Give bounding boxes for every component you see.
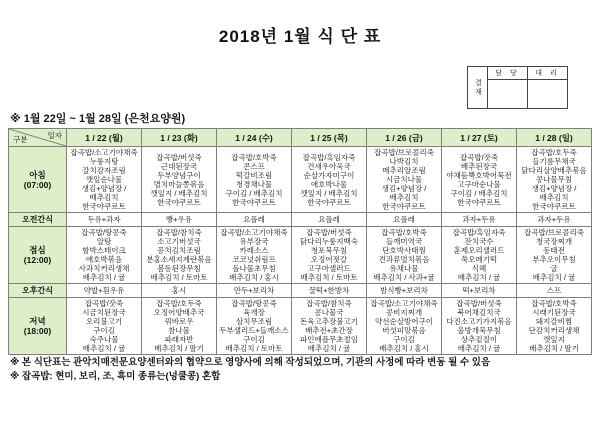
menu-item: 두부양념구이 xyxy=(157,170,201,180)
menu-item: 잔치국수 xyxy=(464,237,494,246)
menu-cell xyxy=(442,147,517,213)
menu-item: 돈육고추장불고기 xyxy=(300,317,358,326)
date-header: 1 / 23 (화) xyxy=(142,129,217,147)
snack-cell: 과자+두유 xyxy=(442,213,517,227)
menu-item: 시래기된장국 xyxy=(532,308,576,317)
approval-col-damdang: 담 당 xyxy=(488,67,528,80)
menu-item: 잡곡밥/땅콩죽 xyxy=(231,299,277,308)
menu-item: 파래자반 xyxy=(164,335,194,344)
menu-item: 배추김치 / 토마토 xyxy=(300,273,358,282)
menu-item: 잡곡밥/호두죽 xyxy=(531,148,577,157)
menu-item: 잡곡밥/흑임자죽 xyxy=(302,152,356,162)
menu-item: 쑥오메기떡 xyxy=(460,255,498,264)
date-header: 1 / 25 (목) xyxy=(292,129,367,147)
menu-item: 배추김치 / 홍시 xyxy=(229,273,279,282)
menu-item: 구이김 / 배추김치 xyxy=(225,188,283,198)
menu-item: 잡곡밥/호박죽 xyxy=(231,152,277,162)
menu-item: 배추김치 xyxy=(89,193,119,202)
row-아침 xyxy=(9,147,592,213)
menu-item: 잡곡밥/땅콩죽 xyxy=(81,228,127,237)
menu-item: 잡곡밥/참치죽 xyxy=(306,299,352,308)
snack-cell: 빵+우유 xyxy=(142,213,217,227)
menu-item: 구이김 xyxy=(93,326,115,335)
snack-cell: 밤식빵+보리차 xyxy=(367,284,442,298)
menu-item: 한국야쿠르트 xyxy=(532,202,576,211)
row-오후간식 xyxy=(9,284,592,298)
menu-item: 참나물 xyxy=(168,326,190,335)
row-점심 xyxy=(9,227,592,284)
menu-item: 알탕 xyxy=(96,237,112,246)
menu-cell xyxy=(67,227,142,284)
corner-label-category: 구분 xyxy=(13,135,28,144)
menu-item: 구이김 xyxy=(393,335,415,344)
menu-item: 근대된장국 xyxy=(160,161,198,171)
menu-item: 배추된장국 xyxy=(460,161,498,171)
row-label-text: 오후간식 xyxy=(22,285,53,295)
page-title: 2018년 1월 식 단 표 xyxy=(218,27,382,46)
menu-item: 멸치마늘쫑볶음 xyxy=(153,179,205,189)
menu-item: 봄동된장무침 xyxy=(157,264,201,273)
menu-item: 콘스프 xyxy=(243,161,265,171)
approval-label: 결재 xyxy=(468,67,488,109)
menu-item: 함박스테이크 xyxy=(82,246,126,255)
menu-item: 사과치커리생채 xyxy=(78,264,130,273)
row-label-cell xyxy=(9,298,67,355)
row-label-text: 오전간식 xyxy=(22,214,53,224)
menu-item: 오징어젓갈 xyxy=(310,255,348,264)
menu-table xyxy=(8,128,592,355)
approval-sign-cell xyxy=(528,80,568,109)
footnotes xyxy=(10,356,490,384)
menu-item: 콩나물국 xyxy=(314,308,344,317)
snack-cell: 홍시 xyxy=(142,284,217,298)
menu-item: 한국야쿠르트 xyxy=(82,202,126,211)
menu-item: 배추김치 / 귤 xyxy=(307,344,351,353)
menu-item: 유부장국 xyxy=(239,237,269,246)
menu-item: 단호박사태찜 xyxy=(382,246,426,255)
menu-item: 한국야쿠르트 xyxy=(232,197,276,207)
date-header: 1 / 27 (토) xyxy=(442,129,517,147)
menu-item: 부추오이무침 xyxy=(532,255,576,264)
menu-item: 애호박볶음 xyxy=(85,255,123,264)
menu-item: 북어채김치국 xyxy=(457,308,501,317)
menu-item: 깻잎순나물 xyxy=(85,175,123,184)
menu-item: 야채듬뿍호박어묵전 xyxy=(446,170,512,180)
snack-cell: 요플레 xyxy=(367,213,442,227)
row-label-text: 아침 xyxy=(29,169,46,180)
menu-item: 잡곡밥/잣죽 xyxy=(459,152,499,162)
corner-label-date: 일자 xyxy=(47,131,62,140)
menu-item: 배추김치 / 사과+귤 xyxy=(373,273,435,282)
menu-item: 잡곡밥/흑임자죽 xyxy=(452,228,506,237)
menu-item: 닭다리누룽지백숙 xyxy=(300,237,358,246)
menu-cell xyxy=(517,227,592,284)
menu-item: 건새우아욱국 xyxy=(307,161,351,171)
approval-box xyxy=(467,66,568,109)
menu-item: 들기름무채국 xyxy=(532,157,576,166)
menu-item: 배추김치 / 귤 xyxy=(82,273,126,282)
menu-item: 유채나물 xyxy=(389,264,419,273)
menu-item: 순살가자미구이 xyxy=(303,170,355,180)
menu-item: 잡곡밥/브로콜리죽 xyxy=(373,148,435,157)
menu-item: 잡곡밥/소고기야채죽 xyxy=(220,228,288,237)
menu-item: 배추김치 / 홍시 xyxy=(379,344,429,353)
snack-cell: 과자+두유 xyxy=(517,213,592,227)
menu-item: 오리불고기 xyxy=(85,317,123,326)
row-label-text: 점심 xyxy=(29,245,46,255)
row-label-text: 저녁 xyxy=(29,316,46,326)
menu-cell xyxy=(442,298,517,355)
row-label-time: (12:00) xyxy=(23,255,52,265)
menu-item: 꿔바로우 xyxy=(164,317,194,326)
menu-item: 훈제오리샐러드 xyxy=(453,246,505,255)
menu-item: 나박김치 xyxy=(389,157,419,166)
menu-item: 잡곡밥/호두죽 xyxy=(156,299,202,308)
menu-item: 잡곡밥/버섯죽 xyxy=(156,152,202,162)
menu-item: 배추김치 / 토마토 xyxy=(150,273,208,282)
menu-item: 올방개묵무침 xyxy=(457,326,501,335)
menu-item: 배추전+초간장 xyxy=(305,326,353,335)
menu-item: 깻잎지 / 배추김치 xyxy=(150,188,208,198)
date-header: 1 / 24 (수) xyxy=(217,129,292,147)
menu-item: 약선순살방어구이 xyxy=(375,317,433,326)
menu-item: 식혜 xyxy=(471,264,487,273)
menu-item: 청포묵무침 xyxy=(310,246,348,255)
header-row xyxy=(9,129,592,147)
menu-item: 돌나물초무침 xyxy=(232,264,276,273)
menu-item: 시금치된장국 xyxy=(82,308,126,317)
menu-item: 한국야쿠르트 xyxy=(382,202,426,211)
menu-item: 동태전 xyxy=(543,246,565,255)
menu-item: 떡갈비조림 xyxy=(235,170,273,180)
approval-col-daeri: 대 리 xyxy=(528,67,568,80)
menu-item: 생김+양념장 / xyxy=(381,184,427,193)
menu-item: 단감치커리생채 xyxy=(528,326,580,335)
menu-item: 들깨미역국 xyxy=(385,237,423,246)
menu-item: 배추김치 / 귤 xyxy=(457,273,501,282)
row-label-cell xyxy=(9,147,67,213)
menu-item: 잡곡밥/참치죽 xyxy=(156,228,202,237)
menu-item: 꽁치김치조림 xyxy=(157,246,201,255)
menu-item: 애호박나물 xyxy=(310,179,348,189)
menu-item: 한국야쿠르트 xyxy=(457,197,501,207)
row-label-cell xyxy=(9,213,67,227)
menu-cell xyxy=(142,147,217,213)
menu-item: 깻잎지 xyxy=(543,335,565,344)
menu-item: 배추김치 / 토마토 xyxy=(225,344,283,353)
menu-item: 다진소고기가지볶음 xyxy=(446,317,512,326)
row-저녁 xyxy=(9,298,592,355)
approval-header-row xyxy=(468,67,568,80)
menu-item: 생김+양념장 / xyxy=(531,184,577,193)
menu-item: 고구마샐러드 xyxy=(307,264,351,273)
menu-item: 배추김치 / 딸기 xyxy=(529,344,579,353)
menu-cell xyxy=(517,298,592,355)
snack-cell: 스프 xyxy=(517,284,592,298)
snack-cell: 꿀떡+한방차 xyxy=(292,284,367,298)
snack-cell: 요플레 xyxy=(217,213,292,227)
menu-item: 카레소스 xyxy=(239,246,269,255)
menu-item: 배추김치 / 귤 xyxy=(532,273,576,282)
menu-item: 잡곡밥/소고기야채죽 xyxy=(370,299,438,308)
menu-cell xyxy=(367,147,442,213)
note-line: ※ 잡곡밥: 현미, 보리, 조, 흑미 종류는(넝쿨콩) 혼합 xyxy=(10,371,221,382)
menu-cell xyxy=(67,147,142,213)
menu-item: 잡곡밥/버섯죽 xyxy=(306,228,352,237)
menu-cell xyxy=(517,147,592,213)
menu-cell xyxy=(67,298,142,355)
row-label-time: (18:00) xyxy=(23,326,52,336)
snack-cell: 떡+보리차 xyxy=(442,284,517,298)
menu-item: 돼지갈비찜 xyxy=(535,317,573,326)
menu-item: 잡곡밥/소고기야채죽 xyxy=(70,148,138,157)
menu-item: 시금치나물 xyxy=(385,175,423,184)
menu-item: 숙주나물 xyxy=(89,335,119,344)
menu-item: 고구마순나물 xyxy=(457,179,501,189)
corner-cell xyxy=(9,129,67,147)
menu-cell xyxy=(142,227,217,284)
menu-item: 한국야쿠르트 xyxy=(307,197,351,207)
menu-cell xyxy=(217,227,292,284)
date-header: 1 / 28 (일) xyxy=(517,129,592,147)
snack-cell: 두유+과자 xyxy=(67,213,142,227)
menu-item: 잡곡밥/버섯죽 xyxy=(456,299,502,308)
menu-cell xyxy=(217,298,292,355)
menu-item: 버섯피망볶음 xyxy=(382,326,426,335)
menu-cell xyxy=(292,227,367,284)
note-line: ※ 본 식단표는 관악치매전문요양센터와의 협약으로 영양사에 의해 작성되었으며, 기관의 사정에 따라 변동 될 수 있음 xyxy=(10,357,491,368)
menu-item: 분홍소세지계란볶음 xyxy=(146,255,212,264)
snack-cell: 약밥+흰우유 xyxy=(67,284,142,298)
menu-cell xyxy=(442,227,517,284)
menu-item: 파인애플무초절임 xyxy=(300,335,358,344)
menu-item: 메추리알조림 xyxy=(382,166,426,175)
menu-item: 배추김치 / 딸기 xyxy=(154,344,204,353)
menu-item: 청국장찌개 xyxy=(535,237,573,246)
row-오전간식 xyxy=(9,213,592,227)
menu-cell xyxy=(217,147,292,213)
row-label-time: (07:00) xyxy=(23,179,52,190)
week-range-subtitle: ※ 1월 22일 ~ 1월 28일 (은천요양원) xyxy=(10,113,186,125)
menu-item: 깻잎지 / 배추김치 xyxy=(300,188,358,198)
date-header: 1 / 22 (월) xyxy=(67,129,142,147)
menu-item: 갈치감자조림 xyxy=(82,166,126,175)
menu-item: 굴 xyxy=(550,264,558,273)
menu-item: 잡곡밥/브로콜리죽 xyxy=(523,228,585,237)
menu-item: 콩나물무침 xyxy=(535,175,573,184)
date-header: 1 / 26 (금) xyxy=(367,129,442,147)
menu-item: 육개장 xyxy=(243,308,265,317)
snack-cell: 요플레 xyxy=(292,213,367,227)
menu-item: 생김+양념장 / xyxy=(81,184,127,193)
menu-item: 잡곡밥/호박죽 xyxy=(381,228,427,237)
menu-cell xyxy=(292,298,367,355)
menu-item: 누룽지탕 xyxy=(89,157,119,166)
menu-cell xyxy=(142,298,217,355)
menu-item: 오징어양배추국 xyxy=(153,308,205,317)
row-label-cell xyxy=(9,227,67,284)
menu-item: 소고기버섯국 xyxy=(157,237,201,246)
menu-cell xyxy=(292,147,367,213)
menu-item: 코코넛쉬림프 xyxy=(232,255,276,264)
menu-item: 두부샐러드+들깨소스 xyxy=(219,326,289,335)
menu-item: 청경채나물 xyxy=(235,179,273,189)
menu-item: 콩비지찌개 xyxy=(385,308,423,317)
menu-item: 한국야쿠르트 xyxy=(157,197,201,207)
menu-item: 배추김치 / 귤 xyxy=(82,344,126,353)
menu-cell xyxy=(367,298,442,355)
approval-sign-cell xyxy=(488,80,528,109)
menu-item: 구이김 xyxy=(243,335,265,344)
menu-item: 잡곡밥/잣죽 xyxy=(84,299,124,308)
menu-cell xyxy=(367,227,442,284)
menu-item: 배추김치 xyxy=(539,193,569,202)
menu-item: 배추김치 / 귤 xyxy=(457,344,501,353)
menu-item: 닭다리살양배추볶음 xyxy=(521,166,587,175)
menu-item: 배추김치 xyxy=(389,193,419,202)
snack-cell: 만두+보리차 xyxy=(217,284,292,298)
menu-item: 삼치무조림 xyxy=(235,317,273,326)
menu-item: 잡곡밥/호박죽 xyxy=(531,299,577,308)
menu-item: 상추겉절이 xyxy=(460,335,498,344)
menu-item: 견과류멸치볶음 xyxy=(378,255,430,264)
row-label-cell xyxy=(9,284,67,298)
menu-item: 구이김 / 배추김치 xyxy=(450,188,508,198)
